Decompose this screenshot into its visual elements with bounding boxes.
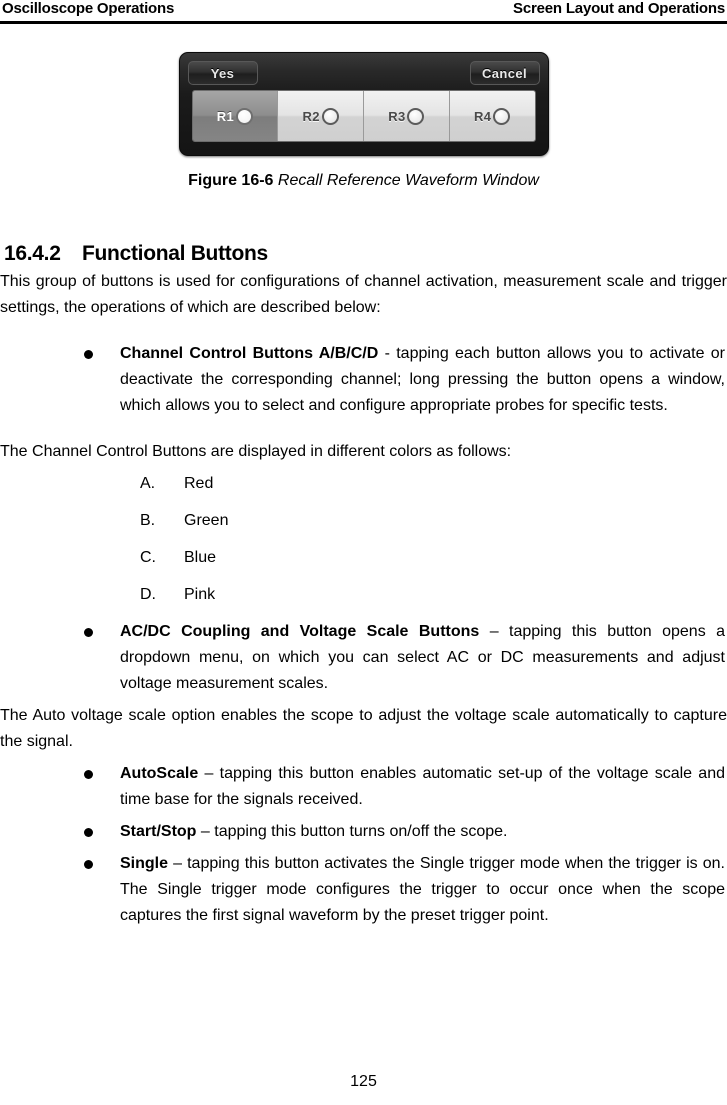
list-item bbox=[120, 341, 725, 419]
colors-intro-paragraph: The Channel Control Buttons are displayed in different colors as follows: bbox=[0, 443, 512, 460]
reference-option-r1[interactable] bbox=[193, 91, 279, 141]
bullet-dot-icon bbox=[84, 828, 93, 837]
bullet-dot-icon bbox=[84, 860, 93, 869]
vertical-spacer bbox=[0, 419, 727, 439]
reference-option-r2[interactable] bbox=[278, 91, 364, 141]
dialog-topbar bbox=[186, 58, 542, 88]
bullet-dot-icon bbox=[84, 350, 93, 359]
figure-caption-number: Figure 16-6 bbox=[188, 172, 278, 189]
recall-reference-waveform-dialog bbox=[179, 52, 549, 156]
intro-paragraph: This group of buttons is used for configurations of channel activation, measurement scale and trigger settings, the operations of which are described below: bbox=[0, 273, 727, 316]
header-right-title: Screen Layout and Operations bbox=[513, 0, 725, 17]
reference-waveform-selector bbox=[192, 90, 536, 142]
reference-option-r4[interactable] bbox=[450, 91, 535, 141]
page-number: 125 bbox=[350, 1073, 377, 1090]
figure-caption bbox=[0, 172, 727, 190]
reference-option-r2-label: R2 bbox=[302, 108, 320, 124]
header-left-title: Oscilloscope Operations bbox=[2, 0, 175, 17]
radio-button-icon[interactable] bbox=[407, 108, 424, 125]
radio-button-icon[interactable] bbox=[493, 108, 510, 125]
list-item bbox=[140, 582, 727, 608]
list-item bbox=[140, 508, 727, 534]
list-item-value: Blue bbox=[184, 549, 217, 566]
list-item bbox=[120, 761, 725, 813]
list-item bbox=[140, 471, 727, 497]
bullet-text bbox=[120, 761, 725, 813]
figure-image-container bbox=[0, 52, 727, 156]
bullet-text bbox=[120, 341, 725, 419]
figure-caption-title: Recall Reference Waveform Window bbox=[277, 172, 539, 189]
cancel-button[interactable]: Cancel bbox=[470, 61, 540, 85]
bullet-dot-icon bbox=[84, 770, 93, 779]
bullet-term: Channel Control Buttons A/B/C/D bbox=[120, 345, 379, 362]
bullet-term: AutoScale bbox=[120, 765, 199, 782]
bullet-term: AC/DC Coupling and Voltage Scale Buttons bbox=[120, 623, 480, 640]
reference-option-r1-label: R1 bbox=[216, 108, 234, 124]
bullet-text bbox=[120, 819, 725, 845]
channel-color-list bbox=[140, 471, 727, 608]
bullet-description: – tapping this button activates the Single trigger mode when the trigger is on. The Single trigger mode configures the trigger to occur once when the scope captures the first signal waveform by the preset trigger point. bbox=[120, 855, 725, 924]
reference-option-r3-label: R3 bbox=[388, 108, 406, 124]
header-divider-rule bbox=[0, 21, 727, 24]
vertical-spacer bbox=[0, 321, 727, 341]
reference-option-r3[interactable] bbox=[364, 91, 450, 141]
list-item bbox=[120, 819, 725, 845]
bullet-description: - tapping each button allows you to activate or deactivate the corresponding channel; long pressing the button opens a window, which allows you to select and configure appropriate probes for specific tests. bbox=[120, 345, 725, 414]
radio-button-icon[interactable] bbox=[322, 108, 339, 125]
bullet-description: – tapping this button enables automatic set-up of the voltage scale and time base for the signals received. bbox=[120, 765, 725, 808]
reference-option-r4-label: R4 bbox=[474, 108, 492, 124]
list-item bbox=[140, 545, 727, 571]
bullet-text bbox=[120, 851, 725, 929]
list-item bbox=[120, 851, 725, 929]
list-item-value: Pink bbox=[184, 586, 216, 603]
bullet-text bbox=[120, 619, 725, 697]
yes-button[interactable]: Yes bbox=[188, 61, 258, 85]
page-body bbox=[0, 269, 727, 929]
bullet-description: – tapping this button turns on/off the scope. bbox=[196, 823, 508, 840]
bullet-term: Start/Stop bbox=[120, 823, 197, 840]
radio-button-icon[interactable] bbox=[236, 108, 253, 125]
auto-scale-note-paragraph: The Auto voltage scale option enables the scope to adjust the voltage scale automatically to capture the signal. bbox=[0, 707, 727, 750]
list-item-key: C. bbox=[140, 549, 156, 566]
section-title: Functional Buttons bbox=[82, 242, 268, 266]
list-item bbox=[120, 619, 725, 697]
bullet-description: – tapping this button opens a dropdown menu, on which you can select AC or DC measurements and adjust voltage measurement scales. bbox=[120, 623, 725, 692]
list-item-key: D. bbox=[140, 586, 156, 603]
page-running-header bbox=[0, 0, 727, 22]
list-item-key: B. bbox=[140, 512, 156, 529]
section-heading bbox=[4, 242, 268, 266]
list-item-value: Green bbox=[184, 512, 229, 529]
section-number: 16.4.2 bbox=[4, 242, 61, 266]
bullet-dot-icon bbox=[84, 628, 93, 637]
list-item-value: Red bbox=[184, 475, 214, 492]
bullet-term: Single bbox=[120, 855, 169, 872]
list-item-key: A. bbox=[140, 475, 156, 492]
